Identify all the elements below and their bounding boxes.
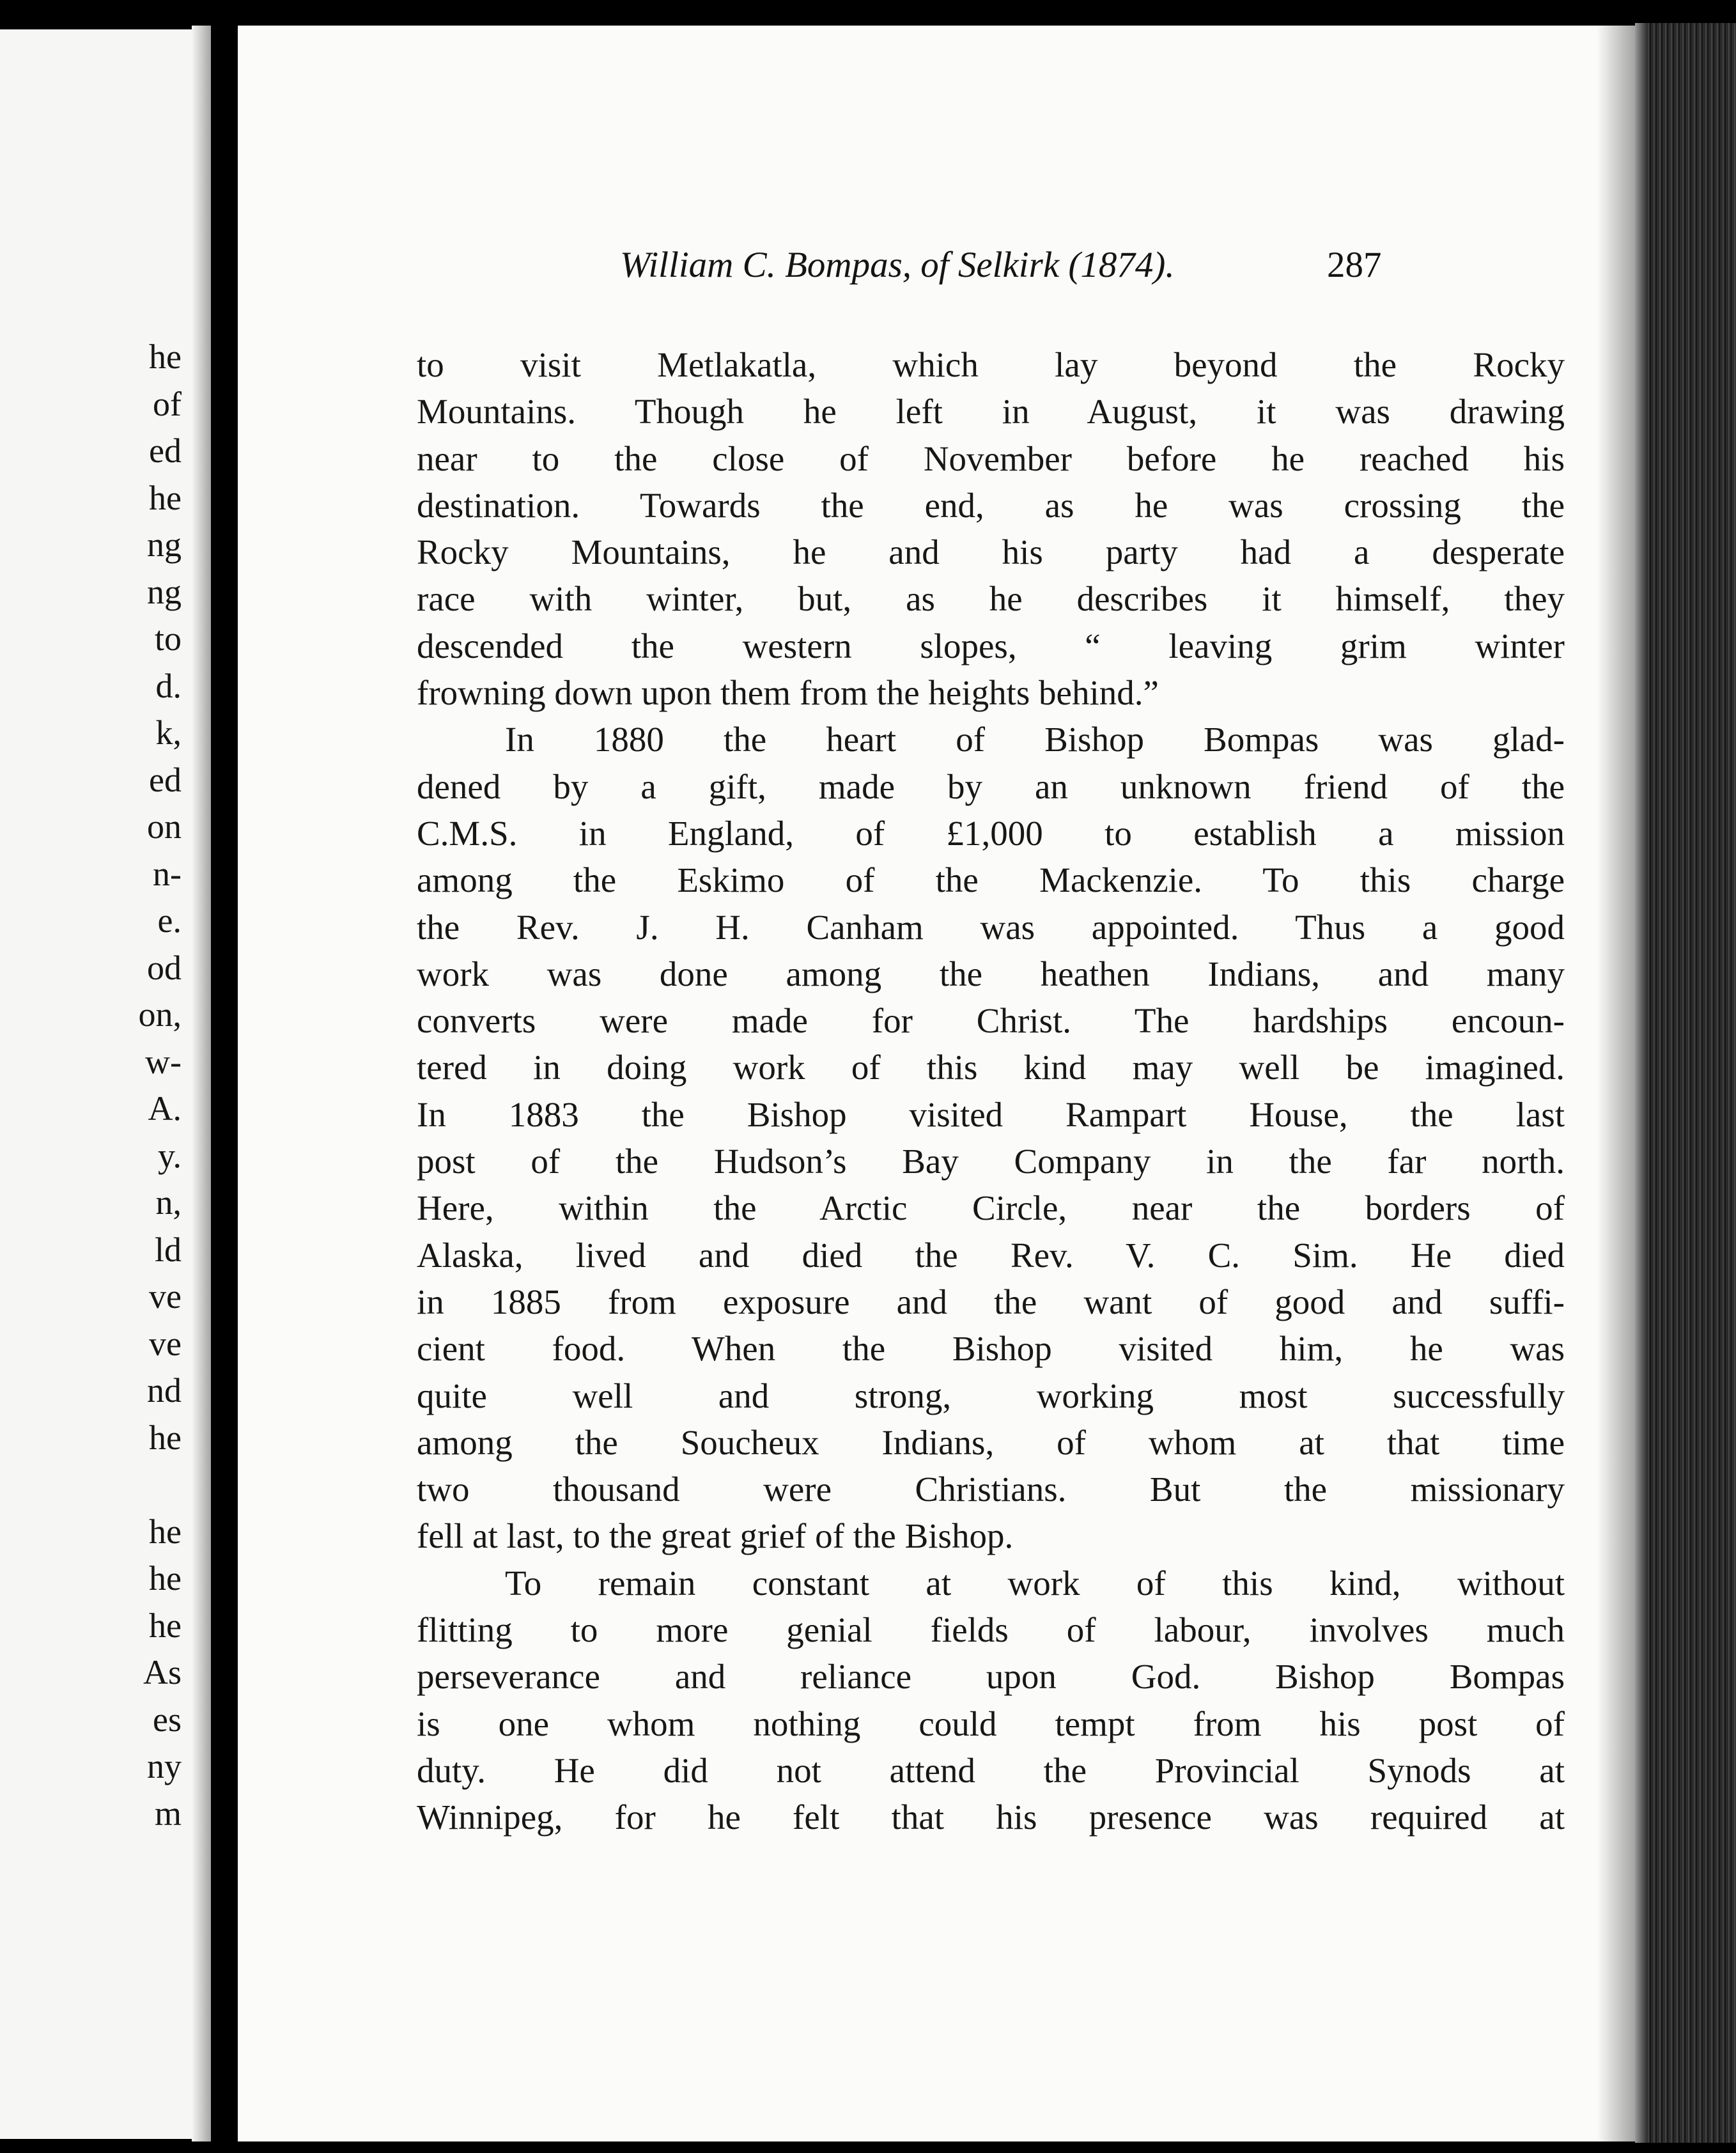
text-line: tered in doing work of this kind may well be imagined.: [417, 1048, 1565, 1087]
text-line: Alaska, lived and died the Rev. V. C. Sim. He died: [417, 1235, 1565, 1275]
text-line: converts were made for Christ. The hardships encoun-: [417, 1001, 1565, 1041]
text-line: C.M.S. in England, of £1,000 to establish a mission: [417, 813, 1565, 853]
fragment-line: he: [149, 1606, 182, 1645]
fragment-line: [0, 1461, 185, 1509]
page-edge-highlight: [1635, 23, 1648, 2143]
text-line: Winnipeg, for he felt that his presence was required at: [417, 1798, 1565, 1837]
text-line: race with winter, but, as he describes it himself, they: [417, 579, 1565, 619]
text-line: In 1883 the Bishop visited Rampart House, the last: [417, 1094, 1565, 1134]
fragment-line: ng: [147, 525, 182, 564]
fragment-line: he: [149, 1512, 182, 1551]
fragment-line: m: [154, 1794, 182, 1833]
fragment-line: of: [153, 384, 182, 423]
fragment-line: k,: [155, 713, 182, 752]
text-line: post of the Hudson’s Bay Company in the far north.: [417, 1142, 1565, 1181]
fragment-line: to: [154, 619, 182, 658]
fragment-line: ng: [147, 572, 182, 611]
page-number: 287: [1327, 245, 1382, 285]
fragment-line: A.: [148, 1089, 182, 1128]
text-line: flitting to more genial fields of labour, involves much: [417, 1610, 1565, 1650]
text-line: is one whom nothing could tempt from his post of: [417, 1704, 1565, 1743]
text-line: the Rev. J. H. Canham was appointed. Thus a good: [417, 907, 1565, 947]
fragment-line: ed: [149, 760, 182, 799]
fragment-line: n,: [155, 1183, 182, 1222]
fragment-line: d.: [155, 666, 182, 705]
fragment-line: n-: [153, 854, 182, 893]
fragment-line: ny: [147, 1747, 182, 1785]
fragment-line: on,: [138, 995, 182, 1034]
stacked-page-edges: [1635, 23, 1736, 2143]
text-line: quite well and strong, working most successfully: [417, 1376, 1565, 1415]
fragment-line: ld: [154, 1230, 182, 1269]
previous-page-fragment: [0, 29, 211, 2139]
fragment-line: w-: [145, 1042, 182, 1081]
gutter-shadow: [192, 26, 213, 2141]
book-gutter: [211, 26, 238, 2141]
page-edge-shadow: [1597, 26, 1635, 2141]
text-line: descended the western slopes, “ leaving grim winter: [417, 626, 1565, 665]
text-line: among the Eskimo of the Mackenzie. To this charge: [417, 860, 1565, 900]
text-line: duty. He did not attend the Provincial Synods at: [417, 1750, 1565, 1790]
fragment-line: he: [149, 1418, 182, 1457]
previous-page-line-endings: [0, 334, 185, 1837]
fragment-line: As: [143, 1653, 182, 1691]
fragment-line: he: [149, 338, 182, 376]
text-line: Here, within the Arctic Circle, near the borders of: [417, 1188, 1565, 1228]
fragment-line: he: [149, 1559, 182, 1597]
book-page: [238, 26, 1635, 2141]
text-line: two thousand were Christians. But the missionary: [417, 1470, 1565, 1509]
text-line: to visit Metlakatla, which lay beyond the Rocky: [417, 345, 1565, 384]
paragraph-first-line: In 1880 the heart of Bishop Bompas was glad-: [505, 720, 1565, 759]
text-line: work was done among the heathen Indians, and many: [417, 954, 1565, 993]
text-line: dened by a gift, made by an unknown friend of the: [417, 766, 1565, 806]
fragment-line: y.: [158, 1136, 182, 1175]
text-line: fell at last, to the great grief of the Bishop.: [417, 1516, 1014, 1556]
fragment-line: od: [147, 948, 182, 987]
fragment-line: nd: [147, 1371, 182, 1410]
text-line: frowning down upon them from the heights behind.”: [417, 673, 1159, 713]
running-head: [238, 237, 1382, 294]
fragment-line: es: [153, 1700, 182, 1739]
fragment-line: he: [149, 478, 182, 517]
fragment-line: on: [147, 807, 182, 846]
text-line: destination. Towards the end, as he was crossing the: [417, 485, 1565, 525]
paragraph-first-line: To remain constant at work of this kind, without: [505, 1563, 1565, 1603]
fragment-line: ed: [149, 431, 182, 470]
page-body-text: [417, 341, 1565, 1841]
text-line: near to the close of November before he reached his: [417, 439, 1565, 478]
fragment-line: ve: [149, 1277, 182, 1316]
text-line: among the Soucheux Indians, of whom at that time: [417, 1422, 1565, 1462]
text-line: perseverance and reliance upon God. Bishop Bompas: [417, 1657, 1565, 1697]
text-line: Rocky Mountains, he and his party had a desperate: [417, 532, 1565, 572]
text-line: cient food. When the Bishop visited him, he was: [417, 1329, 1565, 1369]
fragment-line: e.: [157, 901, 182, 940]
text-line: Mountains. Though he left in August, it was drawing: [417, 392, 1565, 431]
fragment-line: ve: [149, 1324, 182, 1363]
running-title: William C. Bompas, of Selkirk (1874).: [620, 245, 1175, 285]
text-line: in 1885 from exposure and the want of good and suffi-: [417, 1282, 1565, 1321]
